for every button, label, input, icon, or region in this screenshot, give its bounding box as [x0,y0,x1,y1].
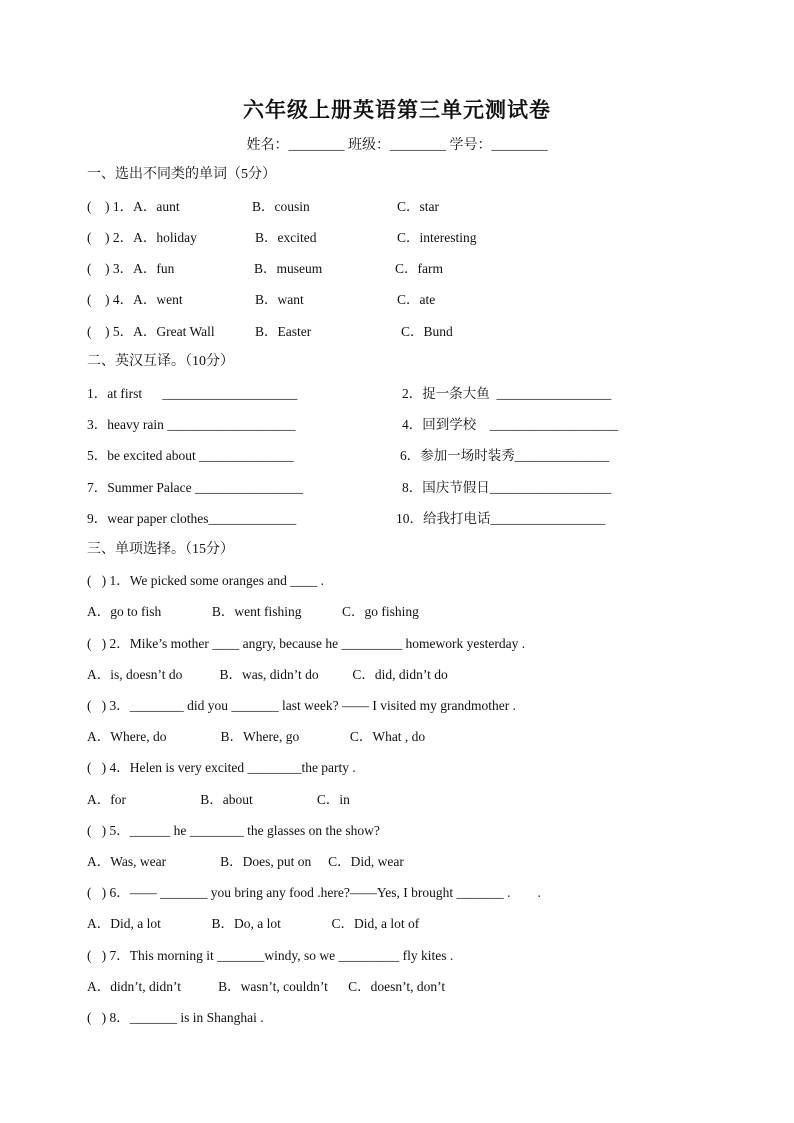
s1-q5-a: ( ) 5．A．Great Wall [87,324,215,339]
s3-options-5: A．Was, wear B．Does, put on C．Did, wear [87,854,404,869]
s3-options-2: A．is, doesn’t do B．was, didn’t do C．did, didn’t do [87,667,448,682]
s3-question-5: ( ) 5．______ he ________ the glasses on the show? [87,823,380,838]
s2-item-6: 6．参加一场时装秀______________ [400,448,610,463]
s1-q1-c: C．star [397,199,439,214]
s1-q2-b: B．excited [255,230,317,245]
s2-item-2: 2．捉一条大鱼 _________________ [402,386,612,401]
s3-question-7: ( ) 7．This morning it _______windy, so we _________ fly kites . [87,948,454,963]
s2-item-4: 4．回到学校 ___________________ [402,417,618,432]
s2-item-7: 7．Summer Palace ________________ [87,480,303,495]
s2-item-5: 5．be excited about ______________ [87,448,294,463]
s1-q4-b: B．want [255,292,304,307]
s3-question-4: ( ) 4．Helen is very excited ________the party . [87,760,356,775]
s1-q5-c: C．Bund [401,324,453,339]
s1-q3-c: C．farm [395,261,443,276]
s3-question-1: ( ) 1．We picked some oranges and ____ . [87,573,324,588]
page-title: 六年级上册英语第三单元测试卷 [243,98,551,122]
s3-question-6: ( ) 6．—— _______ you bring any food .here?——Yes, I brought _______ . . [87,885,541,900]
s3-question-2: ( ) 2．Mike’s mother ____ angry, because he _________ homework yesterday . [87,636,526,651]
s1-q5-b: B．Easter [255,324,312,339]
s1-q1-a: ( ) 1．A．aunt [87,199,180,214]
s1-q4-a: ( ) 4．A．went [87,292,183,307]
s3-options-7: A．didn’t, didn’t B．wasn’t, couldn’t C．doesn’t, don’t [87,979,446,994]
s2-item-10: 10．给我打电话_________________ [396,511,606,526]
s3-options-1: A．go to fish B．went fishing C．go fishing [87,604,419,619]
s3-options-4: A．for B．about C．in [87,792,350,807]
s2-item-3: 3．heavy rain ___________________ [87,417,296,432]
s1-q3-b: B．museum [254,261,323,276]
s1-q2-a: ( ) 2．A．holiday [87,230,197,245]
s2-item-1: 1．at first ____________________ [87,386,298,401]
s2-item-8: 8．国庆节假日__________________ [402,480,612,495]
s3-question-8: ( ) 8．_______ is in Shanghai . [87,1010,264,1025]
s2-item-9: 9．wear paper clothes_____________ [87,511,297,526]
s3-options-3: A．Where, do B．Where, go C．What , do [87,729,426,744]
s1-q3-a: ( ) 3．A．fun [87,261,175,276]
student-info-line: 姓名：________ 班级：________ 学号：________ [246,138,548,153]
s1-q2-c: C．interesting [397,230,477,245]
section1-heading: 一、选出不同类的单词（5分） [87,167,276,182]
s1-q1-b: B．cousin [252,199,310,214]
section2-heading: 二、英汉互译。（10分） [87,354,234,369]
s1-q4-c: C．ate [397,292,436,307]
s3-question-3: ( ) 3．________ did you _______ last week? —— I visited my grandmother . [87,698,516,713]
section3-heading: 三、单项选择。（15分） [87,542,234,557]
s3-options-6: A．Did, a lot B．Do, a lot C．Did, a lot of [87,916,420,931]
